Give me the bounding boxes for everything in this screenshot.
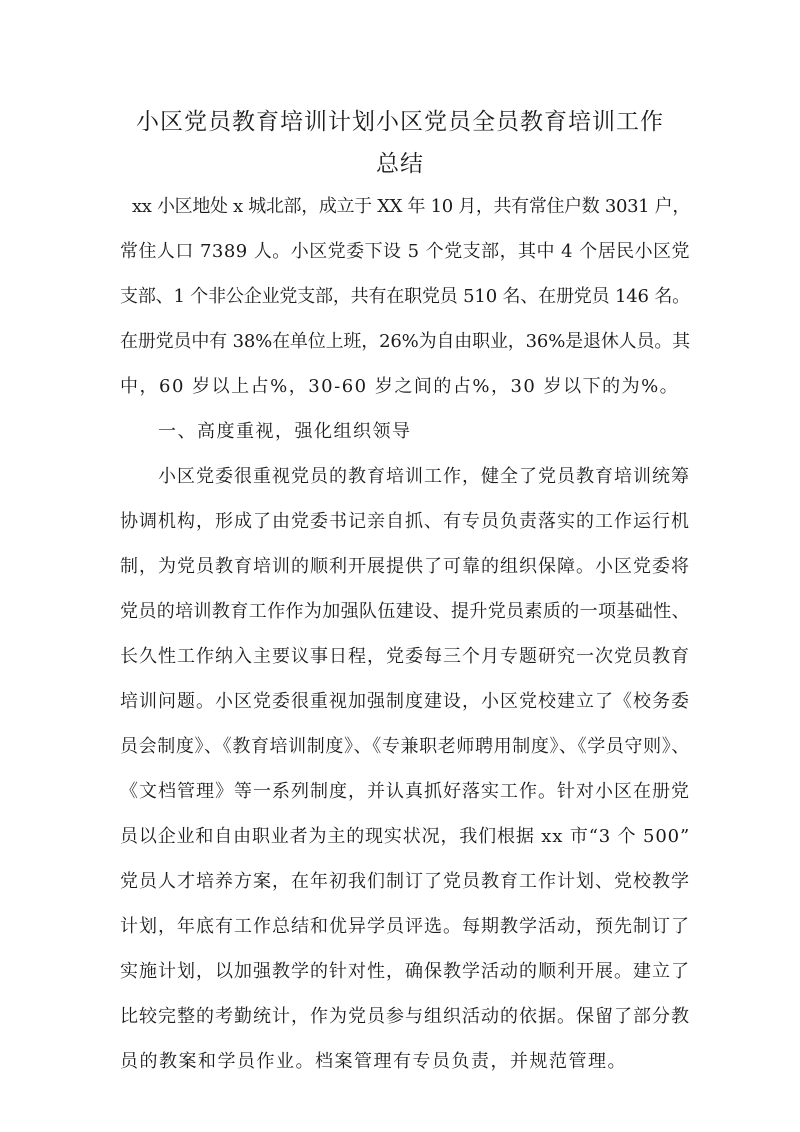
paragraph-line: 协调机构，形成了由党委书记亲自抓、有专员负责落实的工作运行机 [120,511,690,532]
section-heading: 一、高度重视，强化组织领导 [158,421,412,442]
paragraph-line: 长久性工作纳入主要议事日程，党委每三个月专题研究一次党员教育 [120,646,690,667]
paragraph-line: 党员的培训教育工作作为加强队伍建设、提升党员素质的一项基础性、 [120,601,690,622]
paragraph-line: 培训问题。小区党委很重视加强制度建设，小区党校建立了《校务委 [120,691,690,712]
paragraph-line: 在册党员中有 38%在单位上班，26%为自由职业，36%是退休人员。其 [120,331,690,352]
paragraph-line: 员以企业和自由职业者为主的现实状况，我们根据 xx 市“3 个 500” [120,826,690,847]
document-title-line-2: 总结 [376,151,424,177]
document-title-line-1: 小区党员教育培训计划小区党员全员教育培训工作 [136,109,664,135]
paragraph-line: 实施计划，以加强教学的针对性，确保教学活动的顺利开展。建立了 [120,961,690,982]
paragraph-line: 支部、1 个非公企业党支部，共有在职党员 510 名、在册党员 146 名。 [120,286,690,307]
paragraph-line: 员的教案和学员作业。档案管理有专员负责，并规范管理。 [120,1051,627,1072]
paragraph-line: 小区党委很重视党员的教育培训工作，健全了党员教育培训统筹 [158,466,690,487]
paragraph-line: 计划，年底有工作总结和优异学员评选。每期教学活动，预先制订了 [120,916,690,937]
paragraph-line: xx 小区地处 x 城北部，成立于 XX 年 10 月，共有常住户数 3031 户， [132,196,690,217]
paragraph-line: 员会制度》、《教育培训制度》、《专兼职老师聘用制度》、《学员守则》、 [120,736,690,757]
paragraph-line: 中，60 岁以上占%，30-60 岁之间的占%，30 岁以下的为%。 [120,376,680,397]
paragraph-line: 党员人才培养方案，在年初我们制订了党员教育工作计划、党校教学 [120,871,690,892]
paragraph-line: 常住人口 7389 人。小区党委下设 5 个党支部，其中 4 个居民小区党 [120,241,690,262]
paragraph-line: 《文档管理》等一系列制度，并认真抓好落实工作。针对小区在册党 [120,781,690,802]
paragraph-line: 比较完整的考勤统计，作为党员参与组织活动的依据。保留了部分教 [120,1006,690,1027]
paragraph-line: 制，为党员教育培训的顺利开展提供了可靠的组织保障。小区党委将 [120,556,690,577]
